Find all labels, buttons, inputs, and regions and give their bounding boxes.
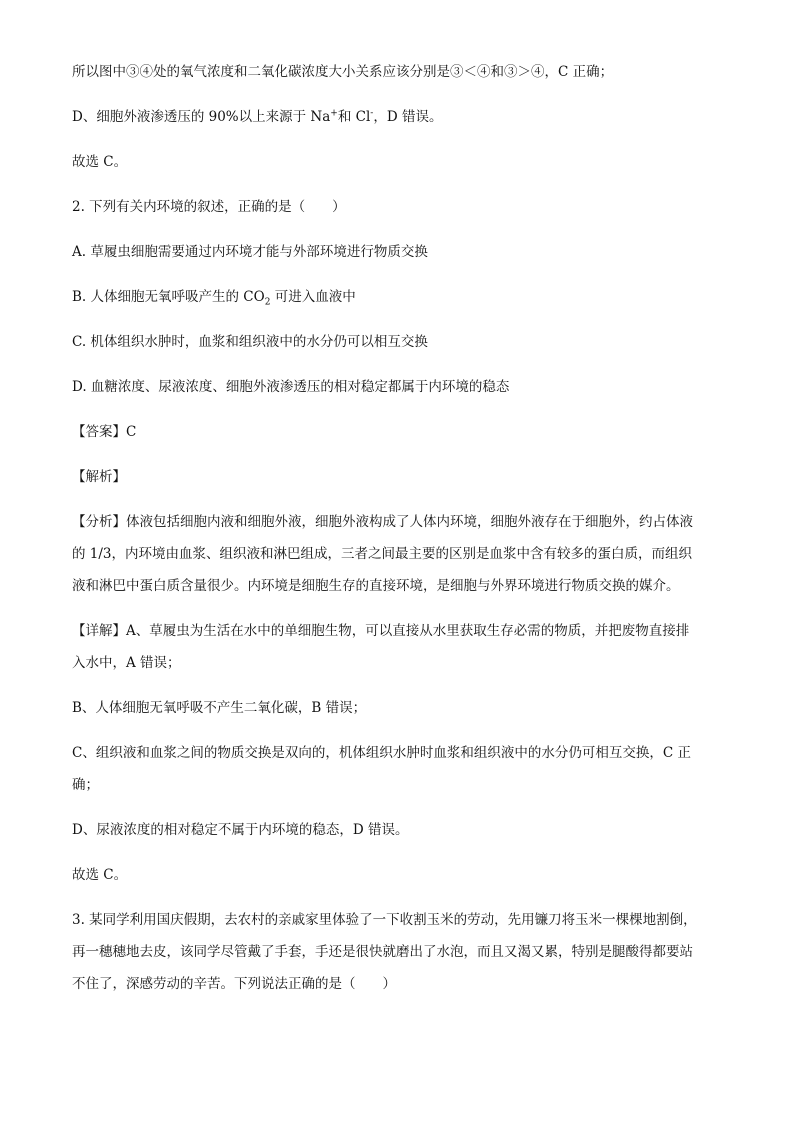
question-2-choice: 故选 C。 — [72, 867, 128, 883]
fenxi-paragraph: 【分析】体液包括细胞内液和细胞外液，细胞外液构成了人体内环境，细胞外液存在于细胞外，约占体液 的 1/3，内环境由血浆、组织液和淋巴组成，三者之间最主要的区别是血浆中含有较多的蛋白质，而组织 液和淋巴中蛋白质含量很少。内环境是细胞生存的直接环境，是细胞与外界环境进行物质交换的媒介。 — [72, 514, 693, 594]
prev-choice: 故选 C。 — [72, 154, 128, 170]
question-2-option-b: B. 人体细胞无氧呼吸产生的 $CO_2$ 可进入血液中 — [72, 289, 356, 308]
document-page — [72, 62, 722, 995]
xiangjie-b: B、人体细胞无氧呼吸不产生二氧化碳，B 错误； — [72, 700, 367, 716]
question-2-stem: 2. 下列有关内环境的叙述，正确的是（ ） — [72, 199, 346, 215]
prev-conclusion: 所以图中③④处的氧气浓度和二氧化碳浓度大小关系应该分别是③＜④和③＞④，C 正确； — [72, 64, 614, 80]
xiangjie-d: D、尿液浓度的相对稳定不属于内环境的稳态，D 错误。 — [72, 822, 409, 838]
fenxi-tag: 【分析】 — [72, 514, 126, 530]
question-2-option-c: C. 机体组织水肿时，血浆和组织液中的水分仍可以相互交换 — [72, 334, 428, 350]
question-2-option-a: A. 草履虫细胞需要通过内环境才能与外部环境进行物质交换 — [72, 244, 428, 260]
answer-tag: 【答案】 — [72, 424, 126, 440]
answer-value: C — [126, 424, 137, 440]
xiangjie-a-paragraph: 【详解】A、草履虫为生活在水中的单细胞生物，可以直接从水里获取生存必需的物质，并把废物直接排 入水中，A 错误； — [72, 623, 690, 671]
analysis-tag: 【解析】 — [72, 469, 126, 485]
prev-option-d-analysis: D、细胞外液渗透压的 90%以上来源于 Na+和 Cl-，D 错误。 — [72, 108, 443, 125]
xiangjie-tag: 【详解】 — [72, 623, 126, 639]
question-3-stem: 3. 某同学利用国庆假期，去农村的亲戚家里体验了一下收割玉米的劳动，先用镰刀将玉米一棵棵地割倒， 再一穗穗地去皮，该同学尽管戴了手套，手还是很快就磨出了水泡，而且又渴又累，特别是腿酸得都要站 不住了，深感劳动的辛苦。下列说法正确的是（ ） — [72, 912, 697, 992]
question-2-option-d: D. 血糖浓度、尿液浓度、细胞外液渗透压的相对稳定都属于内环境的稳态 — [72, 379, 510, 395]
answer-line — [72, 422, 722, 443]
xiangjie-c-paragraph: C、组织液和血浆之间的物质交换是双向的，机体组织水肿时血浆和组织液中的水分仍可相互交换，C 正 确； — [72, 745, 691, 793]
